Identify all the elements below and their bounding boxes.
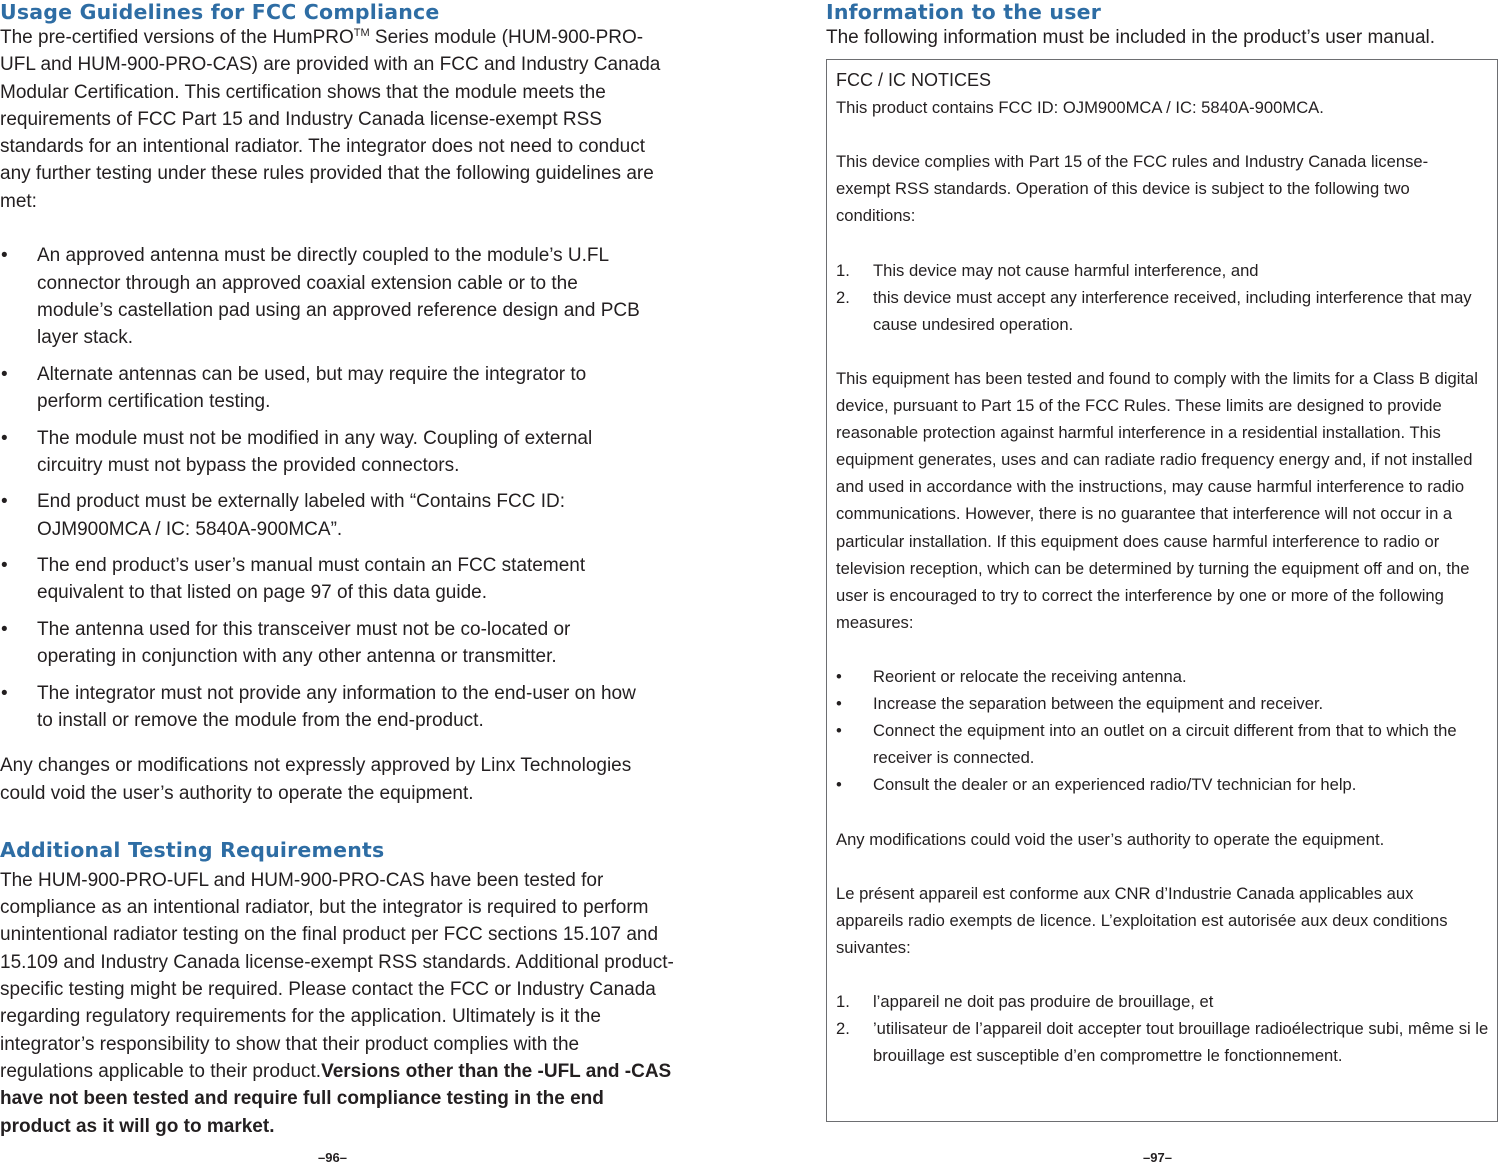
untested-versions-warning: Versions other than the -UFL and -CAS have not been tested and require full compliance testing in the end product as it will go to market. <box>0 1060 672 1137</box>
measure-item: • Connect the equipment into an outlet on a circuit different from that to which the receiver is connected. <box>836 721 1457 768</box>
left-page <box>0 0 680 1140</box>
measure-item: • Reorient or relocate the receiving antenna. <box>836 666 1187 686</box>
bullet-marker: • <box>1 245 8 267</box>
usage-guidelines-intro <box>0 24 662 215</box>
bullet-marker: • <box>1 682 8 704</box>
page-number-left: –96– <box>318 1150 347 1165</box>
french-paragraph: Le présent appareil est conforme aux CNR d’Industrie Canada applicables aux appareils radio exempts de licence. L’exploitation est autorisée aux deux conditions suivantes: <box>836 883 1448 957</box>
guideline-item: • End product must be externally labeled with “Contains FCC ID: OJM900MCA / IC: 5840A-900MCA”. <box>0 488 652 543</box>
right-page <box>826 0 1498 51</box>
bullet-marker: • <box>1 363 8 385</box>
modifications-notice: Any modifications could void the user’s authority to operate the equipment. <box>836 829 1385 849</box>
guideline-item: • The end product’s user’s manual must contain an FCC statement equivalent to that listed on page 97 of this data guide. <box>0 552 652 607</box>
compliance-paragraph: This device complies with Part 15 of the FCC rules and Industry Canada license-exempt RSS standards. Operation of this device is subject to the following two conditions: <box>836 152 1429 226</box>
bullet-marker: • <box>1 618 8 640</box>
fcc-notice-box <box>826 59 1498 1122</box>
modifications-warning: Any changes or modifications not expressly approved by Linx Technologies could void the user’s authority to operate the equipment. <box>0 755 632 804</box>
guideline-item: • The antenna used for this transceiver must not be co-located or operating in conjunction with any other antenna or transmitter. <box>0 616 652 671</box>
french-condition-item: 1. l’appareil ne doit pas produire de brouillage, et <box>836 992 1214 1012</box>
bullet-marker: • <box>1 555 8 577</box>
intro-text-part2: Series module (HUM-900-PRO-UFL and HUM-900-PRO-CAS) are provided with an FCC and Industry Canada Modular Certification. This certification shows that the module meets the requirements of FCC Part 15 and Industry Canada license-exempt RSS standards for an intentional radiator. The integrator does not need to conduct any further testing under these rules provided that the following guidelines are met: <box>0 27 661 212</box>
fcc-id-line: This product contains FCC ID: OJM900MCA / IC: 5840A-900MCA. <box>836 98 1324 117</box>
information-intro: The following information must be included in the product’s user manual. <box>826 27 1436 48</box>
guideline-item: • An approved antenna must be directly coupled to the module’s U.FL connector through an approved coaxial extension cable or to the module’s castellation pad using an approved reference design and PCB layer stack. <box>0 242 652 351</box>
guideline-item: • Alternate antennas can be used, but may require the integrator to perform certification testing. <box>0 361 652 416</box>
bullet-marker: • <box>1 491 8 513</box>
measure-item: • Consult the dealer or an experienced radio/TV technician for help. <box>836 775 1357 795</box>
page-number-right: –97– <box>1143 1150 1172 1165</box>
trademark-sup: TM <box>353 27 370 39</box>
condition-item: 2. this device must accept any interference received, including interference that may cause undesired operation. <box>836 287 1472 334</box>
guidelines-list <box>0 242 652 734</box>
french-condition-item: 2. ’utilisateur de l’appareil doit accepter tout brouillage radioélectrique subi, même si le brouillage est susceptible d’en compromettre le fonctionnement. <box>836 1019 1489 1066</box>
condition-item: 1. This device may not cause harmful interference, and <box>836 260 1259 280</box>
guideline-item: • The integrator must not provide any information to the end-user on how to install or remove the module from the end-product. <box>0 680 652 735</box>
class-b-paragraph: This equipment has been tested and found to comply with the limits for a Class B digital device, pursuant to Part 15 of the FCC Rules. These limits are designed to provide reasonable protection against harmful interference in a residential installation. This equipment generates, uses and can radiate radio frequency energy and, if not installed and used in accordance with the instructions, may cause harmful interference to radio communications. However, there is no guarantee that interference will not occur in a particular installation. If this equipment does cause harmful interference to radio or television reception, which can be determined by turning the equipment off and on, the user is encouraged to try to correct the interference by one or more of the following measures: <box>836 368 1478 632</box>
additional-testing-body: The HUM-900-PRO-UFL and HUM-900-PRO-CAS have been tested for compliance as an intentional radiator, but the integrator is required to perform unintentional radiator testing on the final product per FCC sections 15.107 and 15.109 and Industry Canada license-exempt RSS standards. Additional product-specific testing might be required. Please contact the FCC or Industry Canada regarding regulatory requirements for the application. Ultimately is it the integrator’s responsibility to show that their product complies with the regulations applicable to their product.Versions other than the -UFL and -CAS have not been tested and require full compliance testing in the end product as it will go to market. <box>0 869 674 1137</box>
additional-testing-heading: Additional Testing Requirements <box>0 837 385 862</box>
guideline-item: • The module must not be modified in any way. Coupling of external circuitry must not bypass the provided connectors. <box>0 425 652 480</box>
intro-text-part1: The pre-certified versions of the HumPRO <box>0 27 354 48</box>
notice-title: FCC / IC NOTICES <box>836 70 992 90</box>
measure-item: • Increase the separation between the equipment and receiver. <box>836 694 1324 714</box>
usage-guidelines-heading: Usage Guidelines for FCC Compliance <box>0 0 440 24</box>
information-to-user-heading: Information to the user <box>826 0 1102 24</box>
bullet-marker: • <box>1 427 8 449</box>
